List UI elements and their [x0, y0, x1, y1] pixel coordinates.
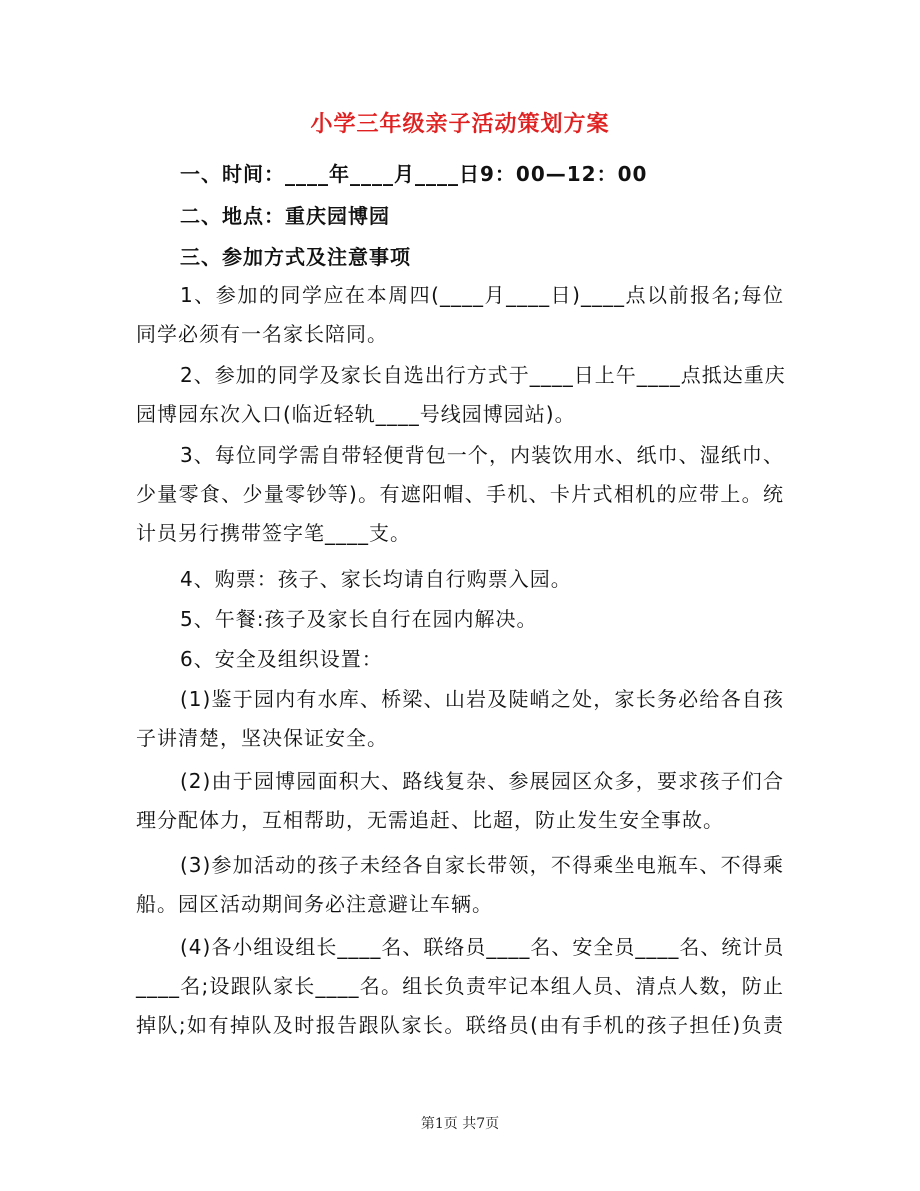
- paragraph-6-1: [136, 680, 784, 758]
- paragraph-line: 同学必须有一名家长陪同。: [136, 322, 388, 346]
- paragraph-6-3: [136, 846, 784, 924]
- paragraph-line: (4)各小组设组长____名、联络员____名、安全员____名、统计员: [180, 935, 785, 959]
- paragraph-6-4: [136, 928, 784, 1045]
- paragraph-line: ____名;设跟队家长____名。组长负责牢记本组人员、清点人数，防止: [136, 974, 784, 998]
- paragraph-line: 掉队;如有掉队及时报告跟队家长。联络员(由有手机的孩子担任)负责: [136, 1013, 784, 1037]
- paragraph-line: 理分配体力，互相帮助，无需追赶、比超，防止发生安全事故。: [136, 808, 724, 832]
- paragraph-3: [136, 436, 784, 553]
- paragraph-6: [136, 640, 784, 679]
- paragraph-line: 2、参加的同学及家长自选出行方式于____日上午____点抵达重庆: [180, 363, 786, 387]
- paragraph-4: [136, 560, 784, 599]
- paragraph-line: (1)鉴于园内有水库、桥梁、山岩及陡峭之处，家长务必给各自孩: [180, 687, 784, 711]
- paragraph-line: 计员另行携带签字笔____支。: [136, 521, 411, 545]
- paragraph-line: 3、每位同学需自带轻便背包一个，内装饮用水、纸巾、湿纸巾、: [180, 443, 784, 467]
- paragraph-5: [136, 600, 784, 639]
- paragraph-line: 园博园东次入口(临近轻轨____号线园博园站)。: [136, 402, 576, 426]
- page-number-footer: 第1页 共7页: [420, 1116, 500, 1132]
- document-title: 小学三年级亲子活动策划方案: [310, 112, 610, 137]
- paragraph-line: 船。园区活动期间务必注意避让车辆。: [136, 892, 493, 916]
- paragraph-1: [136, 276, 784, 354]
- paragraph-2: [136, 356, 784, 434]
- heading-participation: 三、参加方式及注意事项: [180, 245, 411, 269]
- paragraph-line: 子讲清楚，坚决保证安全。: [136, 726, 388, 750]
- paragraph-line: (3)参加活动的孩子未经各自家长带领，不得乘坐电瓶车、不得乘: [180, 853, 784, 877]
- paragraph-line: 4、购票：孩子、家长均请自行购票入园。: [180, 567, 572, 591]
- paragraph-line: 1、参加的同学应在本周四(____月____日)____点以前报名;每位: [180, 283, 784, 307]
- paragraph-line: (2)由于园博园面积大、路线复杂、参展园区众多，要求孩子们合: [180, 769, 784, 793]
- heading-time: 一、时间：____年____月____日9：00—12：00: [180, 162, 648, 186]
- heading-location: 二、地点：重庆园博园: [180, 204, 390, 228]
- paragraph-line: 少量零食、少量零钞等)。有遮阳帽、手机、卡片式相机的应带上。统: [136, 482, 784, 506]
- paragraph-line: 6、安全及组织设置：: [180, 647, 383, 671]
- paragraph-line: 5、午餐:孩子及家长自行在园内解决。: [180, 607, 538, 631]
- paragraph-6-2: [136, 762, 784, 840]
